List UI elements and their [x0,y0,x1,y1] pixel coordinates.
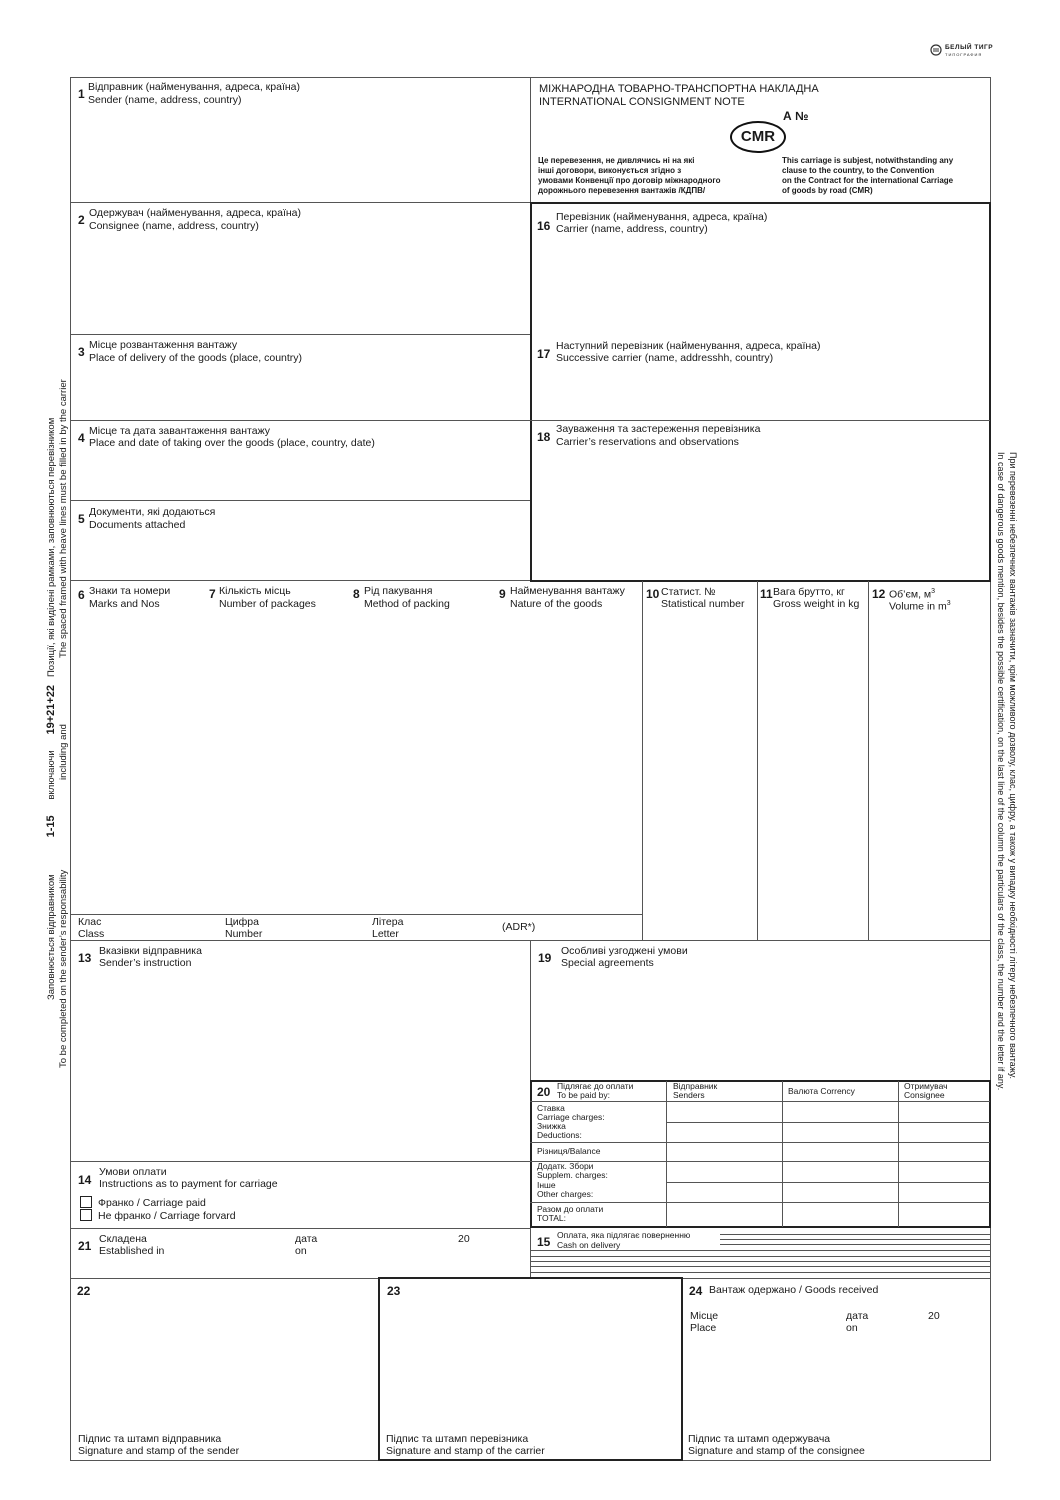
box-15-number: 15 [537,1235,551,1249]
box-12-en-text: Volume in m [889,600,947,613]
box-16-label-ua: Перевізник (найменування, адреса, країна) [556,211,768,223]
side-left-incl-en: including and [58,724,69,781]
box-4-number: 4 [78,431,85,445]
box-1-number: 1 [78,87,85,101]
side-right-ua: При перевезенні небезпечних вантажів зазначити, крім можливого дозволу, клас, цифру, а також у випадку необхідності літеру небезпечного вантажу. [1008,452,1018,1080]
col-consignee-en: Consignee [904,1090,945,1100]
title-en: INTERNATIONAL CONSIGNMENT NOTE [539,96,745,108]
box-4-label-ua: Місце та дата завантаження вантажу [89,425,270,437]
box-9-label-en: Nature of the goods [510,598,603,610]
box-5-label-en: Documents attached [89,519,186,531]
row-label: Ставка [537,1103,565,1113]
side-left-nums: 19+21+22 [45,684,57,735]
carriage-forward-checkbox[interactable] [80,1209,92,1221]
brand-name: БЕЛЫЙ ТИГР [945,44,994,51]
box-13-label-en: Sender’s instruction [99,957,192,969]
box-19-label-en: Special agreements [561,957,654,969]
carriage-paid-option[interactable] [80,1196,206,1210]
box-9-label-ua: Найменування вантажу [510,585,625,597]
brand-sub: ТИПОГРАФИЯ [945,52,983,57]
box-8-number: 8 [353,587,360,601]
box-5-number: 5 [78,512,85,526]
row-label: Supplem. charges: [537,1170,608,1180]
box-12-label-en [889,598,951,613]
row-label: TOTAL: [537,1213,566,1223]
carriage-forward-label: Не франко / Carriage forvard [98,1210,236,1222]
row-label: Разом до оплати [537,1204,604,1214]
box-13-number: 13 [78,951,92,965]
box-18-label-en: Carrier’s reservations and observations [556,436,739,448]
a-number: А № [783,109,809,123]
carrier-signature-field[interactable] [382,1300,679,1430]
side-left-en [58,379,69,1068]
box-18-number: 18 [537,430,551,444]
box-3-label-en: Place of delivery of the goods (place, country) [89,352,303,364]
box-12-sup: 3 [931,588,936,595]
adr-label: (ADR*) [502,921,536,933]
side-left-ua [46,418,57,1000]
box-3-number: 3 [78,345,85,359]
box-21-year: 20 [458,1233,470,1245]
side-left-incl: включаючи [46,750,57,800]
box-6-number: 6 [78,588,85,602]
sender-signature-field[interactable] [72,1300,376,1430]
side-left-ua-1: Заповнюється відправником [46,874,57,1000]
row-label: Deductions: [537,1130,582,1140]
box-8-label-en: Method of packing [364,598,450,610]
box-7-number: 7 [209,587,216,601]
box-14-label-ua: Умови оплати [99,1166,167,1178]
col-sender-ua: Відправник [673,1081,718,1091]
conv-ua-line: дорожнього перевезення вантажів /КДПВ/ [538,186,706,195]
cmr-badge [730,121,786,153]
box-9-number: 9 [499,587,506,601]
row-label: Інше [537,1180,556,1190]
box-21-label-en: Established in [99,1245,165,1257]
special-agreements-field[interactable] [534,972,988,1078]
box-11-label-ua: Вага брутто, кг [773,586,845,598]
side-right-en: In case of dangerous goods mention, besides the possible certification, on the last line of the column the particulars of the class, the number and the letter if any. [996,452,1006,1091]
side-left-range: 1-15 [45,815,57,838]
box-1-label-en: Sender (name, address, country) [88,94,242,106]
box-13-label-ua: Вказівки відправника [99,945,202,957]
box-14-label-en: Instructions as to payment for carriage [99,1178,278,1190]
box-16-number: 16 [537,219,551,233]
box-4-label-en: Place and date of taking over the goods (place, country, date) [89,437,375,449]
conv-ua-line: Це перевезення, не дивлячись ні на які [538,156,695,165]
side-left-rest: Позиції, які виділені рамками, заповнюються перевізником [46,417,57,678]
conv-en-line: on the Contract for the international Carriage [782,176,954,185]
box-19-number: 19 [538,951,552,965]
box-23-sig-ua: Підпис та штамп перевізника [386,1433,529,1445]
box-2-label-en: Consignee (name, address, country) [89,220,259,232]
box-11-number: 11 [760,587,773,601]
tiger-icon [930,44,942,56]
carrier-reservations-field[interactable] [534,452,988,578]
box-22-number: 22 [77,1284,91,1298]
box-24-date-en: on [846,1322,858,1334]
box-15-label-en: Cash on delivery [557,1240,621,1250]
box-16-label-en: Carrier (name, address, country) [556,223,708,235]
row-label: Carriage charges: [537,1112,605,1122]
side-left-en-1: To be completed on the sender’s responsability [58,869,69,1068]
box-14-number: 14 [78,1173,92,1187]
box-6-label-ua: Знаки та номери [89,585,171,597]
box-24-number: 24 [689,1284,703,1298]
carriage-paid-label: Франко / Carriage paid [98,1197,206,1209]
box-20-number: 20 [537,1085,551,1099]
delivery-place-field[interactable] [72,368,528,418]
goods-field[interactable] [72,616,640,912]
box-17-label-en: Successive carrier (name, addresshh, country) [556,352,774,364]
conv-en-line: This carriage is subjest, notwithstanding any [782,156,954,165]
adr-letter-ua: Літера [372,916,404,928]
taking-over-field[interactable] [72,452,528,498]
box-11-label-en: Gross weight in kg [773,598,860,610]
box-24-sig-en: Signature and stamp of the consignee [688,1445,865,1457]
box-22-sig-en: Signature and stamp of the sender [78,1445,240,1457]
row-label: Додатк. Збори [537,1161,594,1171]
box-2-label-ua: Одержувач (найменування, адреса, країна) [89,207,302,219]
box-21-label-ua: Складена [99,1233,147,1245]
side-left-rest-en: The spaced framed with heave lines must be filled in by the carrier [58,379,69,659]
conv-en-line: of goods by road (CMR) [782,186,873,195]
box-10-number: 10 [646,587,660,601]
sender-field[interactable] [72,110,528,200]
box-17-number: 17 [537,347,551,361]
title-ua: МІЖНАРОДНА ТОВАРНО-ТРАНСПОРТНА НАКЛАДНА [539,83,819,95]
col-consignee-ua: Отримувач [904,1081,948,1091]
box-7-label-en: Number of packages [219,598,316,610]
cmr-label: CMR [740,128,776,145]
box-24-year: 20 [928,1310,940,1322]
box-15-label-ua: Оплата, яка підлягає поверненню [557,1230,691,1240]
box-12-ua-text: Об’єм, м [889,588,932,601]
box-23-number: 23 [387,1284,401,1298]
row-label: Знижка [537,1121,566,1131]
box-24-title: Вантаж одержано / Goods received [709,1284,879,1296]
adr-letter-en: Letter [372,928,399,940]
box-24-place-ua: Місце [690,1310,719,1322]
consignee-signature-field[interactable] [685,1338,988,1430]
box-19-label-ua: Особливі узгоджені умови [561,945,688,957]
consignee-field[interactable] [72,236,528,332]
documents-field[interactable] [72,534,528,578]
box-5-label-ua: Документи, які додаються [89,506,216,518]
box-7-label-ua: Кількість місць [219,585,291,597]
col-sender-en: Senders [673,1090,705,1100]
box-21-date-en: on [295,1245,307,1257]
carriage-forward-option[interactable] [80,1209,236,1223]
box-18-label-ua: Зауваження та застереження перевізника [556,423,761,435]
convention-en [782,156,953,196]
box-21-number: 21 [78,1239,92,1253]
adr-class-en: Class [78,928,105,940]
box-21-date-ua: дата [295,1233,318,1245]
col-currency: Валюта Corrency [788,1086,855,1096]
box-8-label-ua: Рід пакування [364,585,433,597]
box-1-label-ua: Відправник (найменування, адреса, країна) [88,81,300,93]
box-20-ua: Підлягає до оплати [557,1081,634,1091]
box-20-en: To be paid by: [557,1090,610,1100]
carriage-paid-checkbox[interactable] [80,1196,92,1208]
box-12-number: 12 [872,587,886,601]
convention-ua [538,156,721,196]
adr-class-ua: Клас [78,916,102,928]
row-label: Різниця/Balance [537,1146,601,1156]
conv-ua-line: умовами Конвенції про договір міжнародного [538,176,721,185]
box-2-number: 2 [78,213,85,227]
box-22-sig-ua: Підпис та штамп відправника [78,1433,222,1445]
box-17-label-ua: Наступний перевізник (найменування, адреса, країна) [556,340,821,352]
box-10-label-ua: Статист. № [661,586,716,598]
conv-en-line: clause to the country, to the Convention [782,166,935,175]
row-label: Other charges: [537,1189,594,1199]
box-24-sig-ua: Підпис та штамп одержувача [688,1433,831,1445]
box-3-label-ua: Місце розвантаження вантажу [89,339,238,351]
adr-digit-ua: Цифра [225,916,259,928]
box-24-place-en: Place [690,1322,717,1334]
box-12-sup: 3 [946,600,951,607]
box-10-label-en: Statistical number [661,598,745,610]
carrier-field[interactable] [534,240,988,418]
box-24-date-ua: дата [846,1310,869,1322]
conv-ua-line: інші договори, виконується згідно з [538,166,682,175]
adr-digit-en: Number [225,928,263,940]
box-6-label-en: Marks and Nos [89,598,160,610]
sender-instruction-field[interactable] [72,972,528,1158]
box-23-sig-en: Signature and stamp of the carrier [386,1445,545,1457]
